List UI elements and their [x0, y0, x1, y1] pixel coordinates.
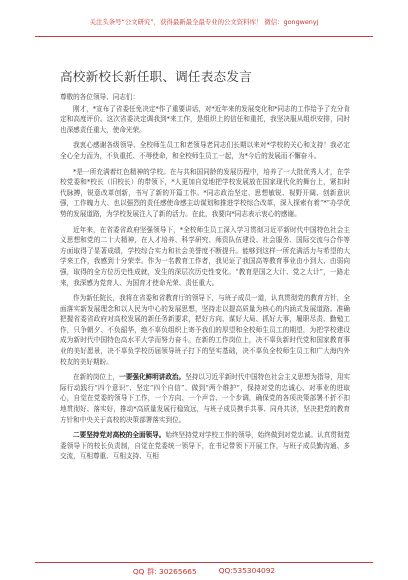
- footer: [0, 566, 408, 578]
- footer-qq-group: QQ 群: 30265665: [132, 567, 197, 576]
- paragraph-2: 我衷心感谢各级领导、全校师生员工和老领导老同志们长期以来对*学校的关心和支持！我必定全心全力而为，不负重托、不辱使命，和全校师生员工一起，为*今后的发展而不懈奋斗。: [60, 141, 350, 160]
- document-body: [60, 92, 350, 467]
- paragraph-3: *是一所充满着红色精神的学校。在与共和国同龄的发展历程中，培养了一大批优秀人才，在学校党委和*校长（旧校长）的带领下，*人更加自觉地把学校发展放在国家现代化的舞台上，紧扣时代脉搏，锐意改革创新，书写了新的开篇工作。*同志政治坚定、思想敏锐、视野开阔、创新意识强，工作魄力大、也以强烈的责任感使命感主动谋划和推进学校综合改革，深入探索有着“*”办学优势的发展道路，为学校发展注入了新的活力。在此，我要向*同志表示衷心的感谢。: [60, 167, 350, 218]
- document-title: 高校新校长新任职、调任表态发言: [60, 69, 252, 84]
- salutation: 尊敬的各位领导、同志们：: [60, 93, 140, 101]
- paragraph-5: 作为新任院长，我将在省委和省教育厅的领导下，与班子成员一道，认真贯彻党的教育方针，全面落实新发展理念和以人民为中心的发展思想，坚持走以提高质量为核心的内涵式发展道路。准确把握省委省政府对高校发展的新任务新要求，把好方向、谋好大局、抓好大事，履职尽责、勤勉工作，只争朝夕、不负韶华，绝不辜负组织上寄予我们的厚望和全校师生员工的期望，为把学校建设成为新时代中国特色高水平大学而努力奋斗。在新的工作岗位上，决不辜负新时代党和国家教育事业的美好愿景，决不辜负学校历届领导班子打下的坚实基础，决不辜负全校师生员工和广大海内外校友的美好期盼。: [60, 294, 350, 366]
- bold-point-1: 一要强化鲜明讲政治。: [119, 373, 186, 382]
- footer-qq: QQ:535304092: [218, 566, 276, 575]
- paragraph-4: 近年来，在省委省政府坚强领导下，*全校师生员工深入学习贯彻习近平新时代中国特色社会主义思想和党的二十大精神，在人才培养、科学研究、师资队伍建设、社会服务、国际交流与合作等方面取得了显著成绩，学校综合实力和社会美誉度不断提升。能够到这样一所充满活力与希望的大学来工作，我感到十分荣幸。作为一名教育工作者，我见证了我国高等教育事业由小到大、由弱向强，取得的全方位历史性成就，发生的深层次历史性变化。“教育是国之大计、党之大计”，一路走来，我深感为党育人、为国育才使命光荣、责任重大。: [60, 225, 350, 287]
- banner-text: 关注头条号“公文研究”，获得最新最全最专业的公文资料库！ 微信：gongwenyj: [89, 17, 319, 26]
- footer-divider: [35, 562, 373, 563]
- paragraph-1: 刚才，*宣布了省委任免决定*作了重要讲话，对*近年来的发展变化和*同志的工作给予了充分肯定和高度评价。这次省委决定调我到*来工作，是组织上的信任和重托，我坚决服从组织安排，同时也深感责任重大，使命光荣。: [60, 104, 350, 134]
- bold-point-2: 二要坚持党对高校的全面领导。: [73, 431, 166, 440]
- paragraph-6: 在新的岗位上，一要强化鲜明讲政治。坚持以习近平新时代中国特色社会主义思想为指导，用实际行动践行“四个意识”、坚定“四个自信”、做到“两个维护”，保持对党的忠诚心、对事业的进取心，自觉在党委的领导下工作，一个方向、一个声音、一个步调，确保党的各项决策部署不折不扣地贯彻好、落实好，推动*高质量发展行稳致远，与班子成员携手共事、同舟共济，坚决把党的教育方针和中央关于高校的决策部署落实到位。: [60, 373, 351, 424]
- top-banner: [35, 6, 373, 37]
- paragraph-7: 二要坚持党对高校的全面领导。始终坚持党对学校工作的领导，始终做到对党忠诚。认真贯彻党委领导下的校长负责制，自觉在党委统一领导下，在书记带领下开展工作，与班子成员勤沟通、多交流，互相尊重、互相支持、互相: [60, 431, 351, 461]
